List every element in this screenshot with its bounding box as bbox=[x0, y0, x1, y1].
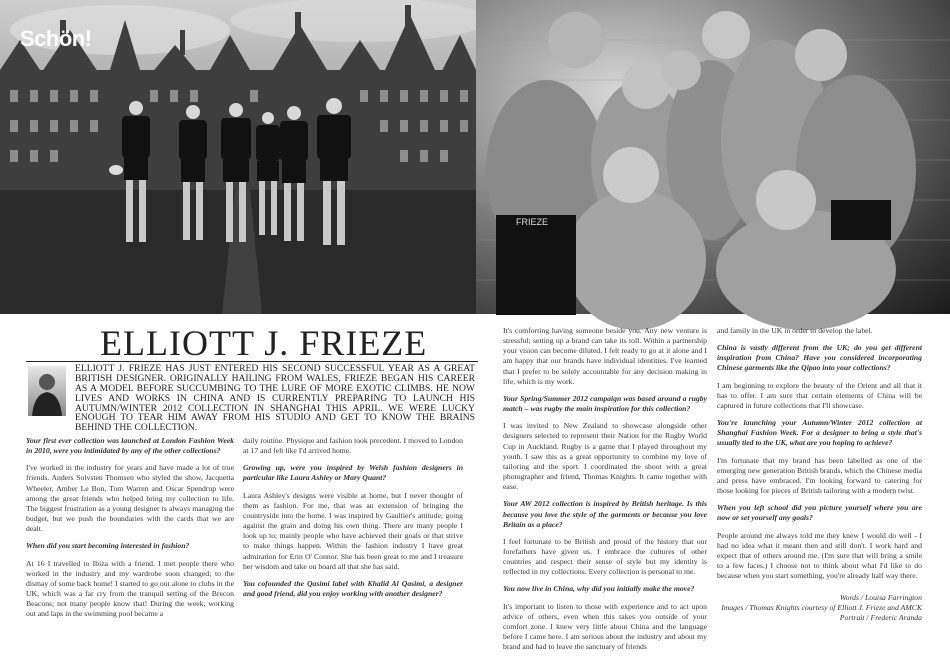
interview-answer: I am beginning to explore the beauty of the Orient and all that it has to offer. I am sure that certain elements of China will be captured in future collections that I'll showcase. bbox=[717, 380, 922, 410]
interview-question: When did you start becoming interested in fashion? bbox=[26, 541, 190, 551]
body-column-2 bbox=[243, 436, 463, 606]
interview-question: You're launching your Autumn/Winter 2012 collection at Shanghai Fashion Week. For a designer to bring a style that's usually tied to the UK, what are you hoping to achieve? bbox=[717, 418, 922, 448]
interview-answer: It's comforting having someone beside you. Any new venture is stressful; setting up a brand can take its toll. Within a partnership your vision can become diluted. I felt ready to go at it alone and I am happy that our brands have individual identities. I've learned that I prefer to be solely accountable for any decision making in life, which is my work. bbox=[503, 326, 707, 386]
designer-portrait bbox=[28, 366, 66, 416]
title-divider bbox=[26, 361, 478, 362]
article-intro: ELLIOTT J. FRIEZE HAS JUST ENTERED HIS SECOND SUCCESSFUL YEAR AS A GREAT BRITISH DESIGNER. ORIGINALLY HAILING FROM WALES, FRIEZE BEGAN HIS CAREER AS A MODEL BEFORE SUCCUMBING TO THE LURE OF MORE EXOTIC CLIMBS. HE NOW LIVES AND WORKS IN CHINA AND IS CURRENTLY PREPARING TO LAUNCH HIS AUTUMN/WINTER 2012 COLLECTION IN SHANGHAI THIS APRIL. WE WERE LUCKY ENOUGH TO TEAR HIM AWAY FROM HIS STUDIO AND GET TO KNOW THE BRAINS BEHIND THE COLLECTION. bbox=[75, 363, 475, 434]
interview-answer: At 16 I travelled to Ibiza with a friend. I met people there who worked in the industry and my wardrobe soon changed; to the dismay of some back home! I started to go out alone to clubs in the UK, which was a far cry from the tranquil setting of the Brecon Beacons; not many people know that! During the week, working out and laps in the swimming pool became a bbox=[26, 558, 234, 619]
interview-question: Growing up, were you inspired by Welsh fashion designers in particular like Laura Ashley or Mary Quant? bbox=[243, 463, 463, 483]
interview-answer: People around me always told me they knew I would do well - I had no idea what it meant then and still don't. I work hard and expect that of others around me. (I'm sure that will bring a smile to a few faces.) I choose not to think about what I'd like to do because when you start something, you're already half way there. bbox=[717, 530, 922, 581]
magazine-logo: Schön! bbox=[20, 26, 92, 51]
waistband-text: FRIEZE bbox=[516, 217, 549, 227]
credit-portrait: Portrait / Frederic Aranda bbox=[839, 612, 922, 622]
body-column-4 bbox=[717, 326, 922, 629]
interview-question: China is vastly different from the UK; do you get different inspiration from China? Have you considered incorporating Chinese garments like the Qipao into your collections? bbox=[717, 343, 922, 373]
interview-answer: and family in the UK in order to develop the label. bbox=[717, 326, 873, 335]
body-column-3 bbox=[503, 326, 707, 659]
interview-question: When you left school did you picture yourself where you are now or set yourself any goals? bbox=[717, 503, 922, 523]
interview-answer: Laura Ashley's designs were visible at home, but I never thought of them as fashion. For me, that was an extension of bringing the countryside into the home. I was inspired by Gaultier's attitude; going against the grain and doing his own thing. There are many people I look up to; mainly people who have achieved their goals or that strive to make things happen. Within the fashion industry I have great admiration for Erin O' Connor. She has been great to me and I treasure her wisdom and take on board all that she has said. bbox=[243, 490, 463, 571]
team-group-illustration bbox=[476, 0, 950, 314]
photo-credits bbox=[717, 593, 922, 622]
interview-question: Your AW 2012 collection is inspired by British heritage. Is this because you love the style of the garments or because you love Britain as a place? bbox=[503, 499, 707, 529]
hero-photo-team bbox=[476, 0, 950, 314]
players-group bbox=[486, 11, 916, 330]
article-title: ELLIOTT J. FRIEZE bbox=[100, 323, 428, 363]
interview-answer: It's important to listen to those with experience and to act upon advice of others, even when this takes you outside of your comfort zone. I knew very little about China and the language before I came here. I am serious about the industry and about my brand and had to leave the sanctuary of friends bbox=[503, 601, 707, 652]
credit-images: Images / Thomas Knights courtesy of Elliott J. Frieze and AMCK bbox=[721, 602, 922, 612]
interview-answer: I feel fortunate to be British and proud of the history that our forefathers have given us. I embrace the cultures of other countries and respect their sense of style but my identity is reflected in my collections. Every collection is personal to me. bbox=[503, 536, 707, 577]
interview-question: Your Spring/Summer 2012 campaign was based around a rugby match – was rugby the main inspiration for this collection? bbox=[503, 393, 707, 414]
interview-answer: I was invited to New Zealand to showcase alongside other designers selected to represent their Nation for the Rugby World Cup in Auckland. Rugby is a game that I played throughout my youth. I saw this as a great opportunity to combine my love of tailoring and the sport. I coordinated the shoot with a great photographer and friend, Thomas Knights. It came together with ease. bbox=[503, 421, 707, 492]
hero-photo-castle bbox=[0, 0, 476, 314]
interview-question: You now live in China, why did you initially make the move? bbox=[503, 584, 695, 594]
interview-answer: daily routine. Physique and fashion took precedent. I moved to London at 17 and felt like I'd arrived home. bbox=[243, 436, 463, 456]
interview-answer: I'm fortunate that my brand has been labelled as one of the emerging new generation British brands, which the Chinese media and press have embraced. I'm looking forward to catering for those looking for pieces of British tailoring with a modern twist. bbox=[717, 455, 922, 496]
credit-words: Words / Louisa Farrington bbox=[839, 593, 922, 603]
interview-question: Your first ever collection was launched at London Fashion Week in 2010, were you intimidated by any of the other collections? bbox=[26, 436, 234, 456]
body-column-1 bbox=[26, 436, 234, 627]
interview-answer: I've worked in the industry for years and have made a lot of true friends. Anders Solvsten Thomsen who styled the show, Jacquetta Wheeler, Amber Le Bon, Tom Warren and Oscar Spendrup were among the great friends who helped bring my collection to life. The biggest frustration as a young designer is always managing the budget, but we push the boundaries with the cards that we are dealt. bbox=[26, 463, 234, 534]
interview-question: You cofounded the Qasimi label with Khalid Al Qasimi, a designer and good friend, did you enjoy working with another designer? bbox=[243, 578, 463, 599]
